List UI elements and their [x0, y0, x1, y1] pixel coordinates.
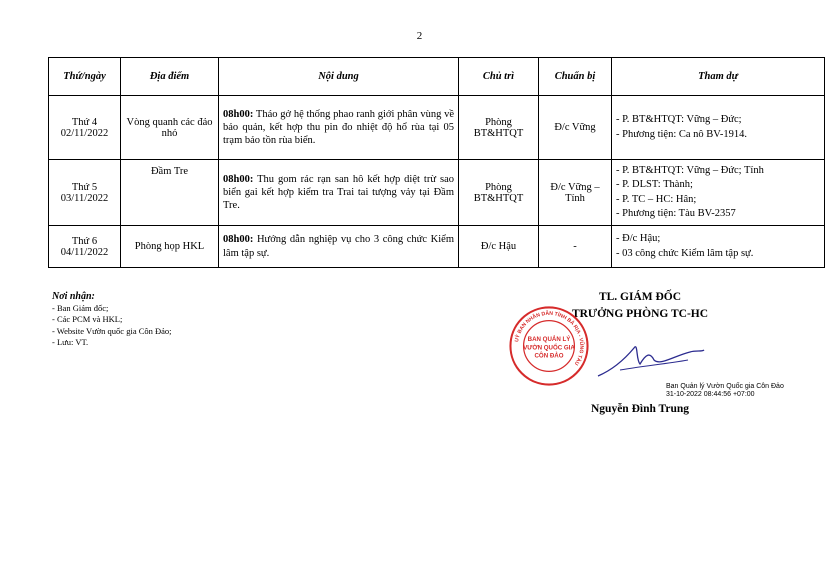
header-chair: Chủ trì [459, 58, 539, 96]
recipient-item: - Các PCM và HKL; [52, 314, 123, 325]
recipients-block [52, 290, 172, 348]
signer-name: Nguyễn Đình Trung [591, 403, 689, 415]
date-label: 04/11/2022 [60, 246, 109, 258]
recipient-item: - Lưu: VT. [52, 336, 89, 347]
content-cell [219, 96, 459, 160]
attendees-cell [612, 96, 825, 160]
place-cell: Phòng họp HKL [121, 226, 219, 268]
seal-outer-text: UỶ BAN NHÂN DÂN TỈNH BÀ RỊA - VŨNG TÀU [514, 310, 585, 367]
day-label: Thứ 5 [71, 181, 98, 193]
digital-timestamp: 31-10-2022 08:44:56 +07:00 [666, 391, 755, 399]
day-cell [49, 226, 121, 268]
schedule-table [48, 57, 825, 268]
attendee-line: - P. TC – HC: Hân; [616, 193, 697, 205]
page-number: 2 [416, 30, 423, 42]
content-text: Thu gom rác rạn san hô kết hợp diệt trừ sao biển gai kết hợp kiểm tra Trai tai tượng vảy tại Đầm Tre. [223, 173, 454, 212]
seal-line-3: CÔN ĐẢO [534, 352, 564, 360]
attendee-line: - P. DLST: Thành; [616, 179, 693, 191]
place-cell: Đầm Tre [121, 160, 219, 226]
time-label: 08h00: [223, 173, 254, 185]
header-place: Địa điểm [121, 58, 219, 96]
table-row [49, 226, 825, 268]
handwritten-signature-icon [590, 330, 710, 390]
official-seal-icon [508, 305, 590, 387]
recipient-item: - Ban Giám đốc; [52, 303, 109, 314]
table-row [49, 96, 825, 160]
day-cell [49, 160, 121, 226]
digital-signer-org: Ban Quản lý Vườn Quốc gia Côn Đảo [666, 383, 784, 390]
header-prep: Chuẩn bị [539, 58, 612, 96]
chair-cell: Phòng BT&HTQT [459, 160, 539, 226]
signature-line-2: TRƯỞNG PHÒNG TC-HC [571, 307, 709, 320]
date-label: 03/11/2022 [60, 192, 109, 204]
seal-line-2: VƯỜN QUỐC GIA [523, 344, 575, 352]
header-day: Thứ/ngày [49, 58, 121, 96]
recipient-item: - Website Vườn quốc gia Côn Đảo; [52, 325, 172, 336]
seal-line-1: BAN QUẢN LÝ [527, 336, 571, 344]
day-label: Thứ 6 [71, 235, 98, 247]
time-label: 08h00: [223, 234, 254, 246]
date-label: 02/11/2022 [60, 127, 109, 139]
attendee-line: - Phương tiện: Tàu BV-2357 [616, 207, 736, 219]
digital-signature-info [666, 383, 784, 400]
prep-cell: Đ/c Vững – Tính [539, 160, 612, 226]
recipients-title: Nơi nhận: [52, 291, 95, 302]
chair-cell: Đ/c Hậu [459, 226, 539, 268]
header-content: Nội dung [219, 58, 459, 96]
content-cell [219, 226, 459, 268]
attendee-line: - 03 công chức Kiểm lâm tập sự. [616, 247, 754, 259]
attendees-cell [612, 226, 825, 268]
prep-cell: Đ/c Vững [539, 96, 612, 160]
day-label: Thứ 4 [71, 116, 98, 128]
signature-line-1: TL. GIÁM ĐỐC [598, 291, 682, 303]
attendee-line: - P. BT&HTQT: Vững – Đức; Tính [616, 165, 764, 177]
table-row [49, 160, 825, 226]
attendee-line: - P. BT&HTQT: Vững – Đức; [616, 114, 742, 126]
prep-cell: - [539, 226, 612, 268]
attendee-line: - Phương tiện: Ca nô BV-1914. [616, 128, 748, 140]
header-attendees: Tham dự [612, 58, 825, 96]
attendee-line: - Đ/c Hậu; [616, 233, 661, 245]
attendees-cell [612, 160, 825, 226]
time-label: 08h00: [223, 108, 254, 120]
content-text: Tháo gở hệ thống phao ranh giới phân vùng về bảo quản, kết hợp thu pin đo nhiệt độ hổ rùa tại 05 trạm bảo tồn rùa biển. [223, 108, 454, 147]
chair-cell: Phòng BT&HTQT [459, 96, 539, 160]
day-cell [49, 96, 121, 160]
content-cell [219, 160, 459, 226]
content-text: Hướng dẫn nghiệp vụ cho 3 công chức Kiểm lâm tập sự. [223, 234, 454, 259]
table-header-row [49, 58, 825, 96]
place-cell: Vòng quanh các đảo nhỏ [121, 96, 219, 160]
